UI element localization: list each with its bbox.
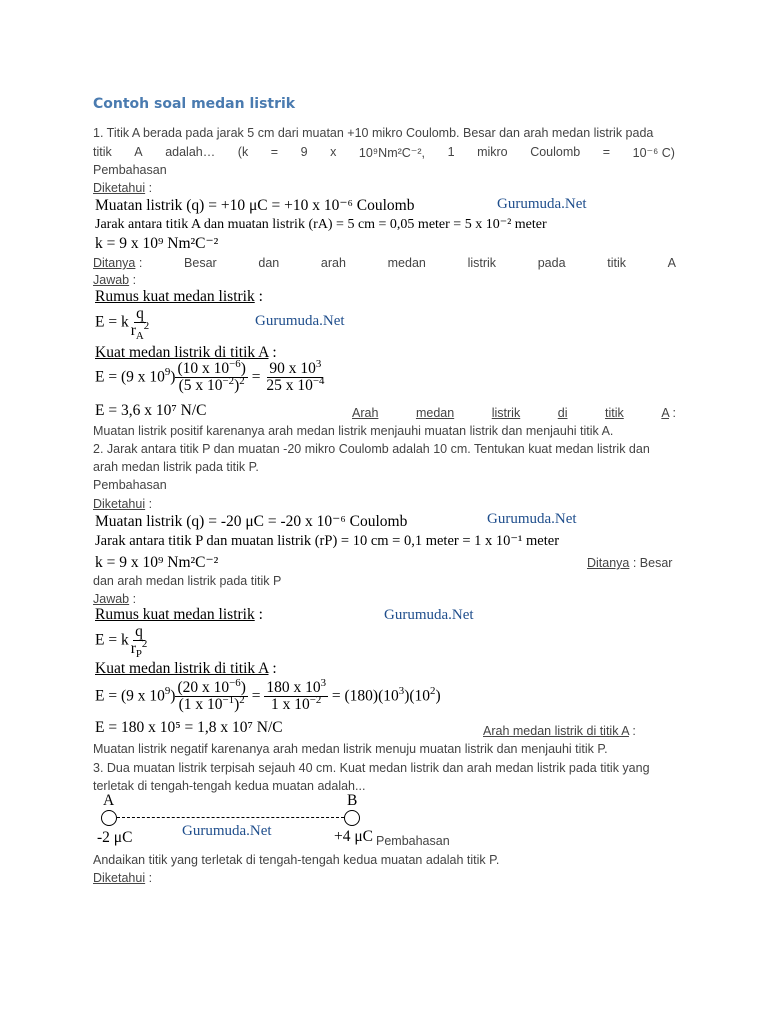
q1arah-word: titik [605, 406, 624, 420]
ditanya-rest: : Besar [629, 556, 673, 570]
q3-charge-a: -2 μC [97, 829, 133, 846]
q1dit-word: A [667, 256, 676, 270]
q1l2-word: = [270, 145, 279, 159]
q2-k: k = 9 x 10⁹ Nm²C⁻² [95, 554, 219, 571]
q1-muatan: Muatan listrik (q) = +10 μC = +10 x 10⁻⁶ Coulomb [95, 197, 415, 214]
q3-diketahui: Diketahui : [93, 871, 153, 885]
q1l2-word: mikro [477, 145, 508, 159]
q1-rumus-eq: E = k $\frac{q}{r_A^2}$ [95, 305, 150, 343]
kuat-label: Kuat medan listrik di titik A [95, 660, 269, 677]
diketahui-label: Diketahui [93, 497, 146, 511]
q1dit-word: listrik [467, 256, 497, 270]
q2-jawab: Jawab : [93, 592, 137, 606]
jawab-label: Jawab [93, 273, 130, 287]
q1arah-word: Arah [352, 406, 379, 420]
q1-arah-label [352, 406, 676, 420]
q1l2-word: titik [93, 145, 112, 159]
q1-calc-eq: E = (9 x $10^9$) $\frac{(10 x 10^{-6})}{(5 x 10^{-2})^2}$ = $\frac{90 x 10^3}{25 x 10^{-4}}$ [95, 357, 325, 395]
q2-calc-eq: E = (9 x $10^9$) $\frac{(20 x 10^{-6})}{(1 x 10^{-1})^2}$ = $\frac{180 x 10^3}{1 x 10^{-2}}$ = $(180)(10^3)(10^2)$ [95, 676, 441, 714]
q1arah-word: listrik [491, 406, 521, 420]
q1l2-word: 10⁻⁶ C) [632, 146, 675, 160]
q2-ditanya-line2: dan arah medan listrik pada titik P [93, 574, 282, 588]
q1-pembahasan: Pembahasan [93, 163, 167, 177]
arah-label: Arah medan listrik di titik A [483, 724, 629, 738]
q1l2-word: A [134, 145, 143, 159]
q2-pembahasan: Pembahasan [93, 478, 167, 492]
diketahui-label: Diketahui [93, 871, 146, 885]
q2-muatan: Muatan listrik (q) = -20 μC = -20 x 10⁻⁶ Coulomb [95, 513, 408, 530]
q2-rumus-eq: E = k $\frac{q}{r_P^2}$ [95, 623, 148, 661]
watermark-1: Gurumuda.Net [497, 196, 587, 212]
jawab-label: Jawab [93, 592, 130, 606]
q1-rumus-label: Rumus kuat medan listrik : [95, 288, 263, 305]
q2-rumus-label: Rumus kuat medan listrik : [95, 606, 263, 623]
rumus-label: Rumus kuat medan listrik [95, 288, 255, 305]
q3-charge-b: +4 μC [334, 828, 374, 845]
q1dit-word: Besar [184, 256, 217, 270]
q2-kuat-label: Kuat medan listrik di titik A : [95, 660, 277, 677]
q1dit-word: titik [607, 256, 626, 270]
q1l2-word: 9 [300, 145, 308, 159]
q2-jarak: Jarak antara titik P dan muatan listrik (rP) = 10 cm = 0,1 meter = 1 x 10⁻¹ meter [95, 533, 560, 549]
q1l2-word: 1 [447, 145, 455, 159]
q3-andaikan: Andaikan titik yang terletak di tengah-tengah kedua muatan adalah titik P. [93, 853, 500, 867]
q1-ditanya [93, 256, 676, 270]
watermark-5: Gurumuda.Net [182, 823, 272, 839]
q2-diketahui: Diketahui : [93, 497, 153, 511]
q2-result: E = 180 x 10⁵ = 1,8 x 10⁷ N/C [95, 719, 283, 736]
q1arah-word: medan [415, 406, 455, 420]
q1-kuat-label: Kuat medan listrik di titik A : [95, 344, 277, 361]
q2-ditanya [587, 556, 672, 570]
kuat-label: Kuat medan listrik di titik A [95, 344, 269, 361]
watermark-3: Gurumuda.Net [487, 511, 577, 527]
q1-result: E = 3,6 x 10⁷ N/C [95, 402, 207, 419]
q1dit-word: arah [320, 256, 346, 270]
q1l2-word: (k [237, 145, 249, 159]
charge-a-circle [101, 810, 117, 826]
q1dit-word: dan [258, 256, 280, 270]
q1l2-word: x [330, 145, 337, 159]
q2-line1: 2. Jarak antara titik P dan muatan -20 mikro Coulomb adalah 10 cm. Tentukan kuat medan listrik dan [93, 442, 650, 456]
q3-line2: terletak di tengah-tengah kedua muatan adalah... [93, 779, 366, 793]
q1-line1: 1. Titik A berada pada jarak 5 cm dari muatan +10 mikro Coulomb. Besar dan arah medan listrik pada [93, 126, 654, 140]
q2-arah-text: Muatan listrik negatif karenanya arah medan listrik menuju muatan listrik dan menjauhi titik P. [93, 742, 608, 756]
q1-arah-text: Muatan listrik positif karenanya arah medan listrik menjauhi muatan listrik dan menjauhi titik A. [93, 424, 614, 438]
watermark-2: Gurumuda.Net [255, 313, 345, 329]
charge-separation-line [117, 817, 344, 818]
q3-line1: 3. Dua muatan listrik terpisah sejauh 40 cm. Kuat medan listrik dan arah medan listrik pada titik yang [93, 761, 650, 775]
page-title: Contoh soal medan listrik [93, 96, 296, 112]
q2-line2: arah medan listrik pada titik P. [93, 460, 259, 474]
rumus-label: Rumus kuat medan listrik [95, 606, 255, 623]
q1arah-word: di [557, 406, 568, 420]
q1l2-word: = [602, 145, 611, 159]
q1dit-word: pada [537, 256, 566, 270]
q1dit-word: medan [387, 256, 426, 270]
q1arah-word: A : [661, 406, 676, 420]
q1l2-word: Coulomb [530, 145, 581, 159]
q3-pembahasan: Pembahasan [376, 834, 450, 848]
q1l2-word: adalah… [165, 145, 216, 159]
q3-label-a: A [103, 792, 115, 809]
q1-k: k = 9 x 10⁹ Nm²C⁻² [95, 235, 219, 252]
q2-arah-label: Arah medan listrik di titik A : [483, 724, 636, 738]
q1-diketahui: Diketahui : [93, 181, 153, 195]
q1-jawab: Jawab : [93, 273, 137, 287]
ditanya-label: Ditanya : [93, 256, 143, 270]
q1-line2 [93, 145, 675, 160]
watermark-4: Gurumuda.Net [384, 607, 474, 623]
q1l2-word: 10⁹Nm²C⁻², [358, 146, 426, 160]
diketahui-label: Diketahui [93, 181, 146, 195]
ditanya-label: Ditanya [587, 556, 630, 570]
q1-jarak: Jarak antara titik A dan muatan listrik (rA) = 5 cm = 0,05 meter = 5 x 10⁻² meter [95, 217, 547, 232]
charge-b-circle [344, 810, 360, 826]
q3-label-b: B [347, 792, 358, 809]
